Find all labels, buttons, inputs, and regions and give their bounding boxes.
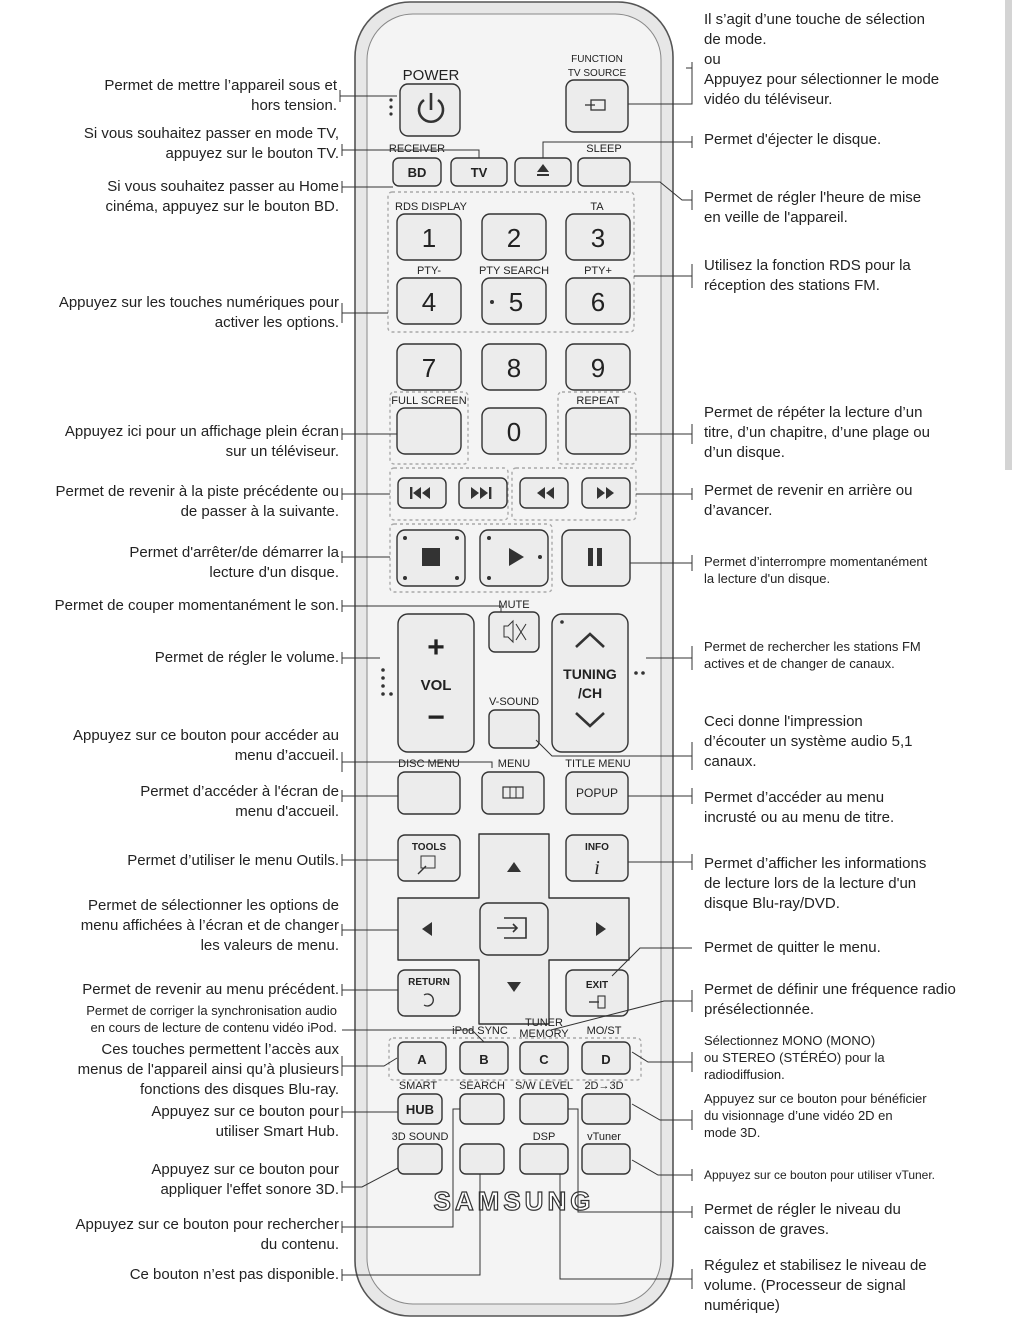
2d-3d-button[interactable] (582, 1094, 630, 1124)
annotation-disc-menu: Permet d’accéder à l'écran de menu d'accueil. (140, 783, 339, 820)
tv-source-label: TV SOURCE (567, 68, 627, 79)
annotation-bd: Si vous souhaitez passer au Home cinéma, appuyez sur le bouton BD. (105, 178, 339, 215)
return-label: RETURN (408, 977, 450, 988)
vol-minus: − (427, 701, 445, 734)
annotation-tools: Permet d’utiliser le menu Outils. (127, 852, 339, 869)
annotation-stop-play: Permet d'arrêter/de démarrer la lecture d'un disque. (129, 544, 339, 581)
search-label: SEARCH (459, 1080, 505, 1092)
annotation-repeat: Permet de répéter la lecture d’un titre, d’un chapitre, d’une plage ou d’un disque. (704, 404, 930, 461)
vtuner-button[interactable] (582, 1144, 630, 1174)
mute-label: MUTE (498, 599, 530, 611)
annotation-ipod-sync: Permet de corriger la synchronisation audio en cours de lecture de contenu vidéo iPod. (86, 1003, 337, 1035)
digit-5: 5 (508, 287, 524, 317)
annotation-v-sound: Ceci donne l'impression d’écouter un système audio 5,1 canaux. (704, 713, 913, 770)
3d-sound-button[interactable] (398, 1144, 442, 1174)
annotation-3d-sound: Appuyez sur ce bouton pour appliquer l'effet sonore 3D. (151, 1161, 339, 1198)
annotation-color-keys: Ces touches permettent l’accès aux menus de l'appareil ainsi qu’à plusieurs fonctions des disques Blu-ray. (77, 1041, 339, 1098)
digit-0: 0 (506, 417, 522, 447)
dsp-button[interactable] (520, 1144, 568, 1174)
info-i-icon: i (594, 857, 600, 879)
tuner-label: TUNER (525, 1017, 563, 1029)
digit-9: 9 (590, 353, 606, 383)
pty-plus-label: PTY+ (584, 265, 612, 277)
annotation-return: Permet de revenir au menu précédent. (82, 981, 339, 998)
mute-button[interactable] (489, 612, 539, 652)
exit-label: EXIT (585, 980, 609, 991)
annotation-menu: Appuyez sur ce bouton pour accéder au menu d’accueil. (72, 727, 339, 764)
annotation-search: Appuyez sur ce bouton pour rechercher du contenu. (75, 1216, 339, 1253)
full-screen-button[interactable] (397, 408, 461, 454)
full-screen-label: FULL SCREEN (391, 395, 467, 407)
function-button[interactable] (566, 80, 628, 132)
pause-button[interactable] (562, 530, 630, 586)
digit-3: 3 (590, 223, 606, 253)
digit-2: 2 (506, 223, 522, 253)
a-label: A (417, 1052, 427, 1067)
exit-button[interactable] (566, 970, 628, 1016)
annotation-smart-hub: Appuyez sur ce bouton pour utiliser Smart Hub. (151, 1103, 339, 1140)
power-label: POWER (402, 67, 460, 84)
annotation-dsp: Régulez et stabilisez le niveau de volume. (Processeur de signal numérique) (704, 1257, 927, 1314)
ipod-sync-label: iPod SYNC (452, 1025, 508, 1037)
dsp-label: DSP (532, 1131, 556, 1143)
c-label: C (539, 1052, 549, 1067)
annotation-full-screen: Appuyez ici pour un affichage plein écran sur un téléviseur. (64, 423, 339, 460)
sw-level-button[interactable] (520, 1094, 568, 1124)
vol-label: VOL (420, 677, 452, 694)
ch-label: /CH (577, 685, 603, 701)
annotation-2d-3d: Appuyez sur ce bouton pour bénéficier du visionnage d’une vidéo 2D en mode 3D. (704, 1091, 927, 1140)
annotation-exit: Permet de quitter le menu. (704, 939, 881, 956)
vtuner-label: vTuner (587, 1131, 621, 1143)
tuning-label: TUNING (563, 666, 617, 682)
annotation-sleep: Permet de régler l'heure de mise en veille de l'appareil. (704, 189, 922, 226)
smart-label: SMART (398, 1080, 438, 1092)
d-label: D (601, 1052, 611, 1067)
annotation-sw-level: Permet de régler le niveau du caisson de graves. (704, 1201, 901, 1238)
annotation-tuner-memory: Permet de définir une fréquence radio présélectionnée. (704, 981, 956, 1018)
annotation-popup: Permet d’accéder au menu incrusté ou au menu de titre. (704, 789, 895, 826)
annotation-skip: Permet de revenir à la piste précédente ou de passer à la suivante. (55, 483, 339, 520)
digit-1: 1 (421, 223, 437, 253)
rds-display-label: RDS DISPLAY (395, 201, 467, 213)
v-sound-label: V-SOUND (488, 696, 540, 708)
digit-4: 4 (421, 287, 437, 317)
digit-7: 7 (421, 353, 437, 383)
title-menu-label: TITLE MENU (565, 758, 631, 770)
repeat-label: REPEAT (576, 395, 620, 407)
hub-label: HUB (405, 1102, 435, 1117)
tactile-dot-icon (490, 300, 494, 304)
samsung-logo: SAMSUNG (433, 1186, 595, 1216)
menu-button[interactable] (482, 772, 544, 814)
annotation-volume: Permet de régler le volume. (154, 649, 339, 666)
annotation-rds: Utilisez la fonction RDS pour la réception des stations FM. (704, 257, 911, 294)
ta-label: TA (590, 201, 604, 213)
pty-minus-label: PTY- (416, 265, 442, 277)
sw-level-label: S/W LEVEL (514, 1080, 574, 1092)
pty-search-label: PTY SEARCH (478, 265, 550, 277)
annotation-not-available: Ce bouton n’est pas disponible. (129, 1266, 339, 1283)
annotation-mo-st: Sélectionnez MONO (MONO) ou STEREO (STÉRÉO) pour la radiodiffusion. (704, 1033, 885, 1082)
annotation-search-forward: Permet de revenir en arrière ou d’avancer. (704, 482, 913, 519)
unavailable-button[interactable] (460, 1144, 504, 1174)
b-label: B (479, 1052, 489, 1067)
2d-3d-label: 2D→3D (584, 1080, 624, 1092)
digit-8: 8 (506, 353, 522, 383)
memory-label: MEMORY (519, 1028, 569, 1040)
menu-label: MENU (497, 758, 531, 770)
receiver-label: RECEIVER (388, 143, 446, 155)
sleep-button[interactable] (578, 158, 630, 186)
tools-label: TOOLS (411, 842, 447, 853)
mo-st-label: MO/ST (586, 1025, 622, 1037)
repeat-button[interactable] (566, 408, 630, 454)
annotation-navigate: Permet de sélectionner les options de menu affichées à l’écran et de changer les valeurs de menu. (80, 897, 339, 954)
tv-button-label: TV (470, 165, 488, 180)
info-label: INFO (585, 842, 609, 853)
annotation-pause: Permet d’interrompre momentanément la lecture d'un disque. (704, 554, 928, 586)
annotation-mute: Permet de couper momentanément le son. (54, 597, 339, 614)
disc-menu-button[interactable] (398, 772, 460, 814)
search-button[interactable] (460, 1094, 504, 1124)
annotation-power: Permet de mettre l’appareil sous et hors tension. (104, 77, 337, 114)
3d-sound-label: 3D SOUND (391, 1131, 449, 1143)
popup-label: POPUP (575, 786, 619, 800)
stop-icon (422, 548, 440, 566)
annotation-tuning: Permet de rechercher les stations FM actives et de changer de canaux. (704, 639, 921, 671)
annotation-eject: Permet d'éjecter le disque. (704, 131, 882, 148)
digit-6: 6 (590, 287, 606, 317)
vol-plus: + (427, 631, 445, 664)
annotation-tv: Si vous souhaitez passer en mode TV, appuyez sur le bouton TV. (83, 125, 339, 162)
v-sound-button[interactable] (489, 710, 539, 748)
annotation-numbers: Appuyez sur les touches numériques pour activer les options. (58, 294, 339, 331)
enter-button[interactable] (480, 903, 548, 955)
annotation-vtuner: Appuyez sur ce bouton pour utiliser vTuner. (704, 1168, 936, 1182)
function-label: FUNCTION (571, 54, 623, 65)
disc-menu-label: DISC MENU (398, 758, 460, 770)
annotation-info: Permet d’afficher les informations de lecture lors de la lecture d'un disque Blu-ray/DVD. (704, 855, 927, 912)
sleep-label: SLEEP (586, 143, 622, 155)
bd-button-label: BD (407, 165, 427, 180)
annotation-function: Il s’agit d’une touche de sélection de mode. ou Appuyez pour sélectionner le mode vidéo du téléviseur. (704, 11, 940, 108)
